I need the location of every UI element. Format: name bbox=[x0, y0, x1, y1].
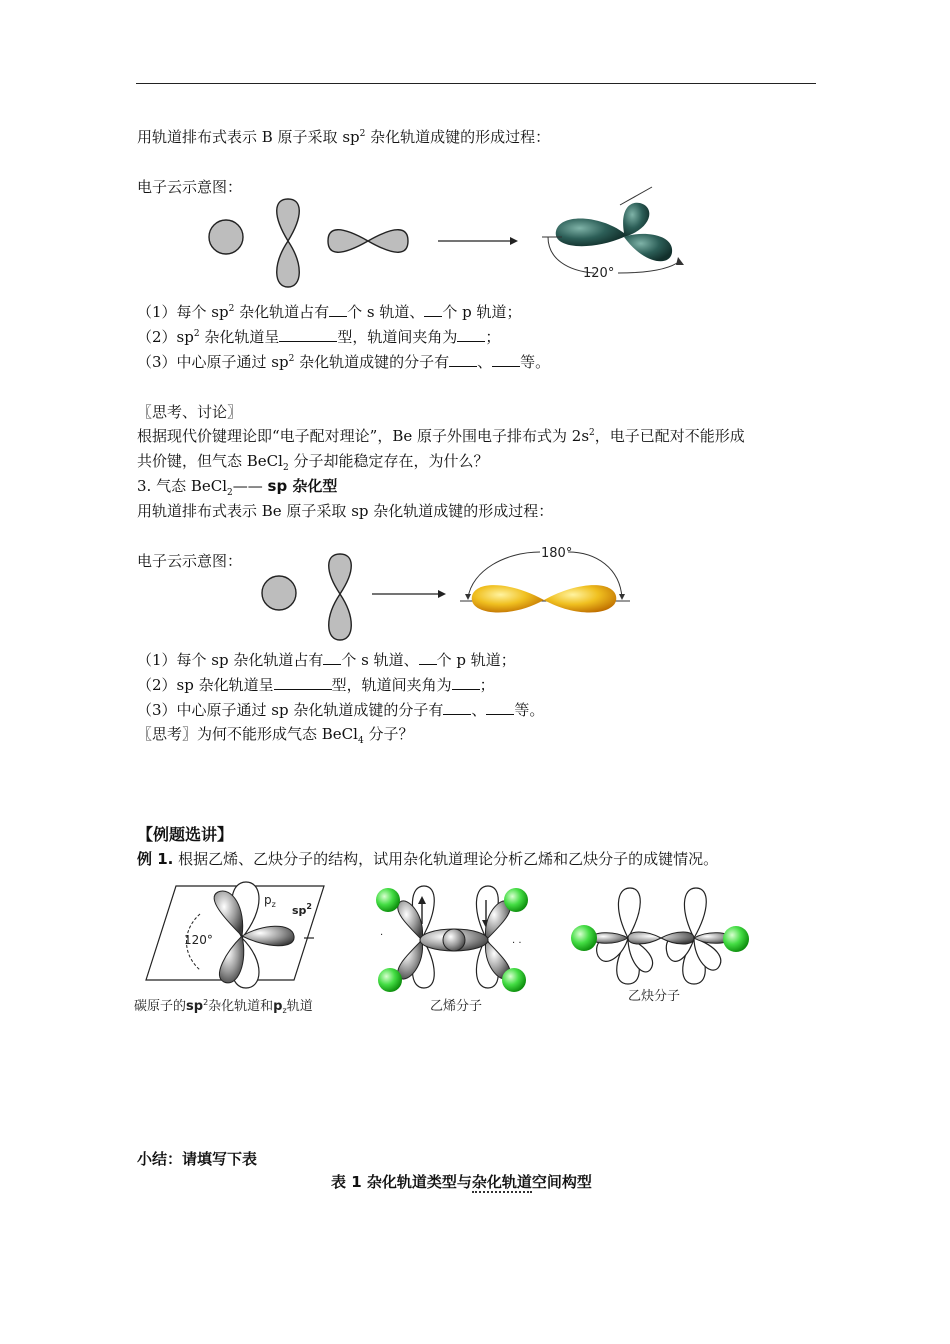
hydrogen-atom bbox=[502, 968, 526, 992]
fig2-caption: 乙烯分子 bbox=[430, 999, 483, 1014]
sp2-question-2: $(2)sp^2$ 杂化轨道呈 型，轨道间夹角为 ； bbox=[137, 328, 501, 346]
example-1-text: 例 1. 根据乙烯、乙炔分子的结构，试用杂化轨道理论分析乙烯和乙炔分子的成键情况。 bbox=[137, 850, 719, 868]
sp2-cloud-diagram bbox=[200, 185, 700, 295]
blank-input[interactable] bbox=[449, 352, 477, 367]
blank-input[interactable] bbox=[274, 675, 332, 690]
discussion-line-1: 根据现代价键理论即“电子配对理论”，Be 原子外围电子排布式为 $2s^2$，电子已配对不能形成 bbox=[137, 427, 745, 445]
sp2-angle-label: 120° bbox=[583, 266, 615, 281]
p-orbital-vertical-shape bbox=[329, 554, 352, 640]
s-orbital-shape bbox=[262, 576, 296, 610]
p-orbital-vertical-shape bbox=[277, 199, 300, 287]
blank-input[interactable] bbox=[443, 700, 471, 715]
ethylene-figure bbox=[372, 880, 542, 1020]
sp2-intro: 用轨道排布式表示 B 原子采取 $sp^2$ 杂化轨道成键的形成过程： bbox=[137, 128, 551, 146]
discussion-line-2: 共价键，但气态 BeCl$_2$ 分子却能稳定存在，为什么？ bbox=[137, 452, 489, 473]
sp2-lobe-left bbox=[556, 218, 624, 246]
blank-input[interactable] bbox=[419, 650, 437, 665]
hydrogen-atom bbox=[504, 888, 528, 912]
pz-label: $p_z$ bbox=[264, 893, 276, 909]
sp-question-1: （1）每个 sp 杂化轨道占有 个 s 轨道、 个 p 轨道； bbox=[137, 651, 516, 669]
sp-cloud-label: 电子云示意图： bbox=[137, 552, 243, 570]
blank-input[interactable] bbox=[486, 700, 514, 715]
sp2-lobe-top bbox=[623, 203, 649, 237]
hydrogen-atom bbox=[571, 925, 597, 951]
sp-heading: 3. 气态 BeCl$_2$—— sp 杂化型 bbox=[137, 477, 338, 498]
carbon-sp2-pz-figure bbox=[134, 878, 344, 1018]
table-title: 表 1 杂化轨道类型与杂化轨道空间构型 bbox=[331, 1173, 592, 1191]
sp-question-2: （2）sp 杂化轨道呈 型，轨道间夹角为 ； bbox=[137, 676, 495, 694]
blank-input[interactable] bbox=[492, 352, 520, 367]
sp-think: 〖思考〗为何不能形成气态 BeCl$_4$ 分子？ bbox=[137, 725, 414, 746]
angle-120-label: 120° bbox=[184, 933, 213, 947]
header-rule bbox=[136, 83, 816, 84]
sp2-label: $sp^2$ bbox=[292, 902, 312, 917]
acetylene-figure bbox=[566, 884, 756, 1014]
svg-text:· ·: · · bbox=[512, 938, 522, 949]
sp-angle-label: 180° bbox=[541, 546, 573, 561]
blank-input[interactable] bbox=[424, 302, 442, 317]
sp2-question-3: （3）中心原子通过 $sp^2$ 杂化轨道成键的分子有 、 等。 bbox=[137, 353, 551, 371]
blank-input[interactable] bbox=[452, 675, 480, 690]
sp-lobe-right bbox=[544, 585, 616, 612]
summary-label: 小结：请填写下表 bbox=[137, 1150, 258, 1168]
blank-input[interactable] bbox=[457, 327, 485, 342]
fig3-caption: 乙炔分子 bbox=[628, 989, 681, 1004]
discussion-title: 〖思考、讨论〗 bbox=[137, 403, 243, 421]
svg-text:·: · bbox=[380, 930, 384, 941]
sp2-cloud-label: 电子云示意图： bbox=[137, 178, 243, 196]
p-orbital-horizontal-shape bbox=[328, 230, 408, 253]
sp2-lobe-right bbox=[242, 926, 294, 946]
blank-input[interactable] bbox=[279, 327, 337, 342]
sp-lobe-left bbox=[472, 585, 544, 612]
hydrogen-atom bbox=[378, 968, 402, 992]
s-orbital-shape bbox=[209, 220, 243, 254]
sp2-question-1: （1）每个 $sp^2$ 杂化轨道占有 个 s 轨道、 个 p 轨道； bbox=[137, 303, 522, 321]
sp-intro: 用轨道排布式表示 Be 原子采取 sp 杂化轨道成键的形成过程： bbox=[137, 502, 554, 520]
hydrogen-atom bbox=[723, 926, 749, 952]
blank-input[interactable] bbox=[329, 302, 347, 317]
hydrogen-atom bbox=[376, 888, 400, 912]
sp2-lobe-right bbox=[624, 234, 672, 261]
sp-question-3: （3）中心原子通过 sp 杂化轨道成键的分子有 、 等。 bbox=[137, 701, 545, 719]
fig1-caption: 碳原子的$sp^2$杂化轨道和$p_z$轨道 bbox=[134, 998, 313, 1015]
sp-cloud-diagram bbox=[250, 540, 650, 650]
examples-heading: 【例题选讲】 bbox=[137, 825, 234, 844]
blank-input[interactable] bbox=[323, 650, 341, 665]
